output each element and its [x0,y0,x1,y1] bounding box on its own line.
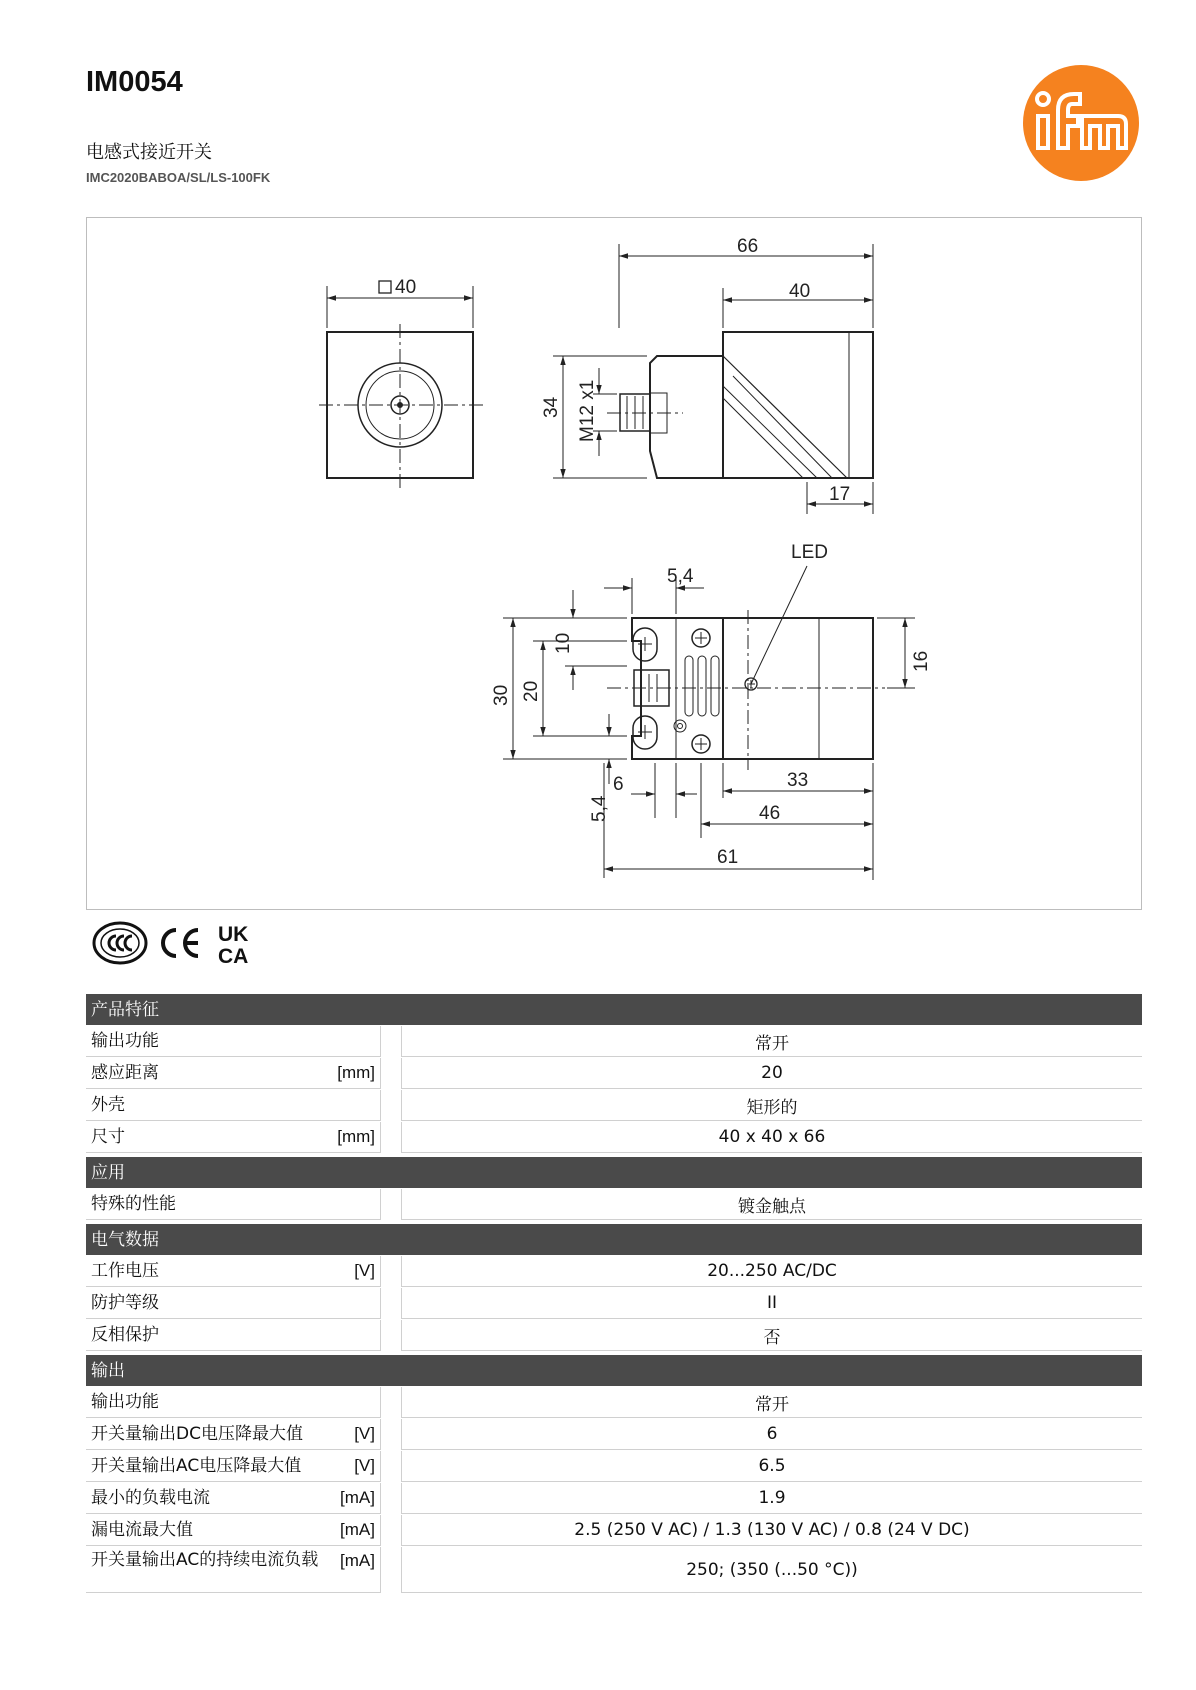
dim-m12: M12 x1 [577,379,598,442]
dim-10: 10 [553,632,574,654]
ifm-logo [1022,64,1140,182]
front-view [319,277,483,488]
section-header-electrical-data: 电气数据 [86,1224,1142,1255]
table-row [86,1288,1142,1319]
ukca-uk: UK [218,923,249,946]
table-row [86,1387,1142,1418]
row-value: 20...250 AC/DC [401,1256,1142,1287]
row-label: 工作电压 [91,1261,159,1281]
row-label: 防护等级 [91,1293,159,1313]
table-row [86,1122,1142,1153]
row-unit: [mm] [337,1127,375,1146]
dim-33: 33 [787,770,809,791]
row-value: 常开 [401,1026,1142,1057]
ukca-mark [218,923,248,966]
dim-66: 66 [737,236,759,257]
table-row [86,1256,1142,1287]
spec-tables [86,994,1142,1593]
row-value: 常开 [401,1387,1142,1418]
row-unit: [V] [354,1261,375,1280]
dim-6: 6 [613,774,624,795]
drawing-svg [87,218,1143,911]
row-unit: [V] [354,1424,375,1443]
dim-46: 46 [759,803,781,824]
row-unit: [mA] [340,1520,375,1539]
dim-30: 30 [491,684,512,706]
table-row [86,1515,1142,1546]
table-row [86,1419,1142,1450]
bottom-view [491,542,932,880]
row-label: 感应距离 [91,1063,159,1083]
row-value: 否 [401,1320,1142,1351]
row-label: 最小的负载电流 [91,1488,210,1508]
dim-5-4-top: 5,4 [667,566,694,587]
dim-5-4-side: 5,4 [589,795,610,822]
table-row [86,1320,1142,1351]
row-value: 2.5 (250 V AC) / 1.3 (130 V AC) / 0.8 (24 V DC) [401,1515,1142,1546]
dim-34: 34 [541,396,562,418]
table-row [86,1451,1142,1482]
table-row [86,1189,1142,1220]
table-row [86,1058,1142,1089]
row-label: 外壳 [91,1095,125,1115]
row-value: 40 x 40 x 66 [401,1122,1142,1153]
row-value: 6.5 [401,1451,1142,1482]
row-unit: [mA] [340,1551,375,1570]
table-row [86,1483,1142,1514]
row-unit: [mA] [340,1488,375,1507]
row-label: 输出功能 [91,1392,159,1412]
dim-20: 20 [521,680,542,702]
side-view [541,236,873,514]
row-label: 开关量输出AC的持续电流负载 [91,1550,319,1570]
article-number: IMC2020BABOA/SL/LS-100FK [86,170,271,185]
row-value: 250; (350 (...50 °C)) [401,1547,1142,1593]
label-led: LED [791,542,828,563]
row-value: 1.9 [401,1483,1142,1514]
row-label: 尺寸 [91,1127,125,1147]
row-value: 6 [401,1419,1142,1450]
ce-mark [163,930,198,956]
section-header-product-features: 产品特征 [86,994,1142,1025]
row-label: 反相保护 [91,1325,159,1345]
dim-61: 61 [717,847,739,868]
product-code: IM0054 [86,66,183,98]
section-header-outputs: 输出 [86,1355,1142,1386]
row-value: II [401,1288,1142,1319]
row-label: 特殊的性能 [91,1194,176,1214]
dim-square-40: 40 [395,277,417,298]
row-unit: [mm] [337,1063,375,1082]
table-row [86,1547,1142,1593]
product-name: 电感式接近开关 [86,142,212,163]
row-value: 20 [401,1058,1142,1089]
ukca-ca: CA [218,945,249,966]
dim-40-top: 40 [789,281,811,302]
row-label: 输出功能 [91,1031,159,1051]
section-header-application: 应用 [86,1157,1142,1188]
table-row [86,1026,1142,1057]
row-value: 矩形的 [401,1090,1142,1121]
row-unit: [V] [354,1456,375,1475]
dimension-drawing [86,217,1142,910]
row-label: 开关量输出DC电压降最大值 [91,1424,303,1444]
table-row [86,1090,1142,1121]
row-label: 开关量输出AC电压降最大值 [91,1456,302,1476]
certification-marks [92,918,272,966]
row-label: 漏电流最大值 [91,1520,193,1540]
ccc-mark [94,923,146,963]
dim-16: 16 [911,650,932,672]
dim-17: 17 [829,484,851,505]
row-value: 镀金触点 [401,1189,1142,1220]
